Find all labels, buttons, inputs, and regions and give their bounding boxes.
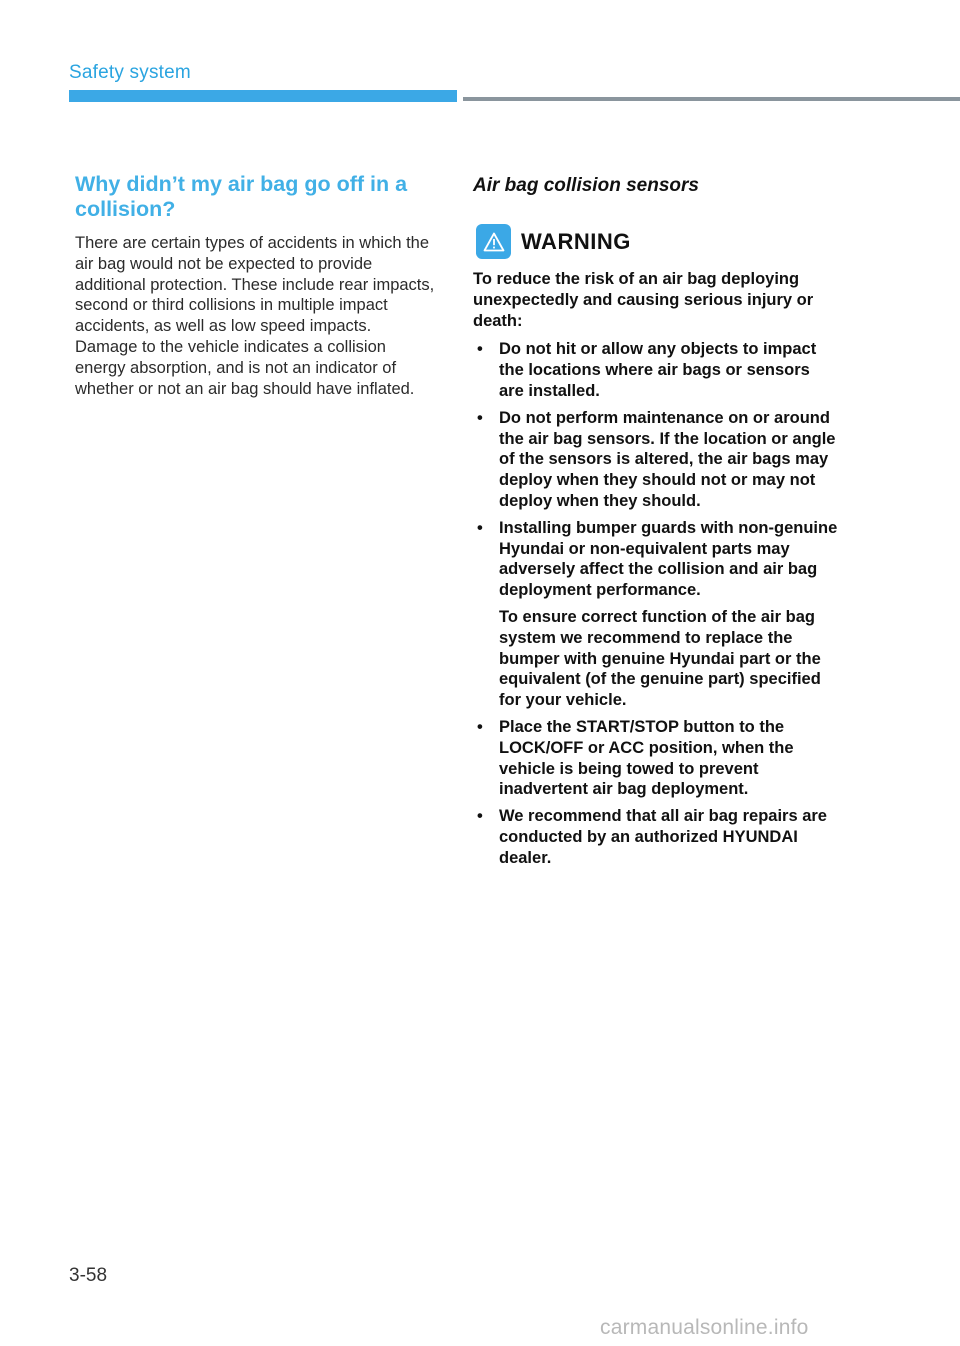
list-item-text: Do not perform maintenance on or around the air bag sensors. If the location or angle of the sensors is altered, the air bags may deploy when they should not or may not deploy when they should.: [499, 408, 836, 510]
bullet-dot: •: [477, 807, 483, 826]
header-rule-accent: [69, 90, 457, 102]
list-item-text: Place the START/STOP button to the LOCK/OFF or ACC position, when the vehicle is being towed to prevent inadvertent air bag deployment.: [499, 717, 794, 799]
right-column: [473, 174, 838, 875]
list-item-subtext: To ensure correct function of the air bag system we recommend to replace the bumper with genuine Hyundai part or the equivalent (of the genuine part) specified for your vehicle.: [499, 607, 821, 710]
warning-list: [473, 339, 838, 868]
list-item-text: Do not hit or allow any objects to impact the locations where air bags or sensors are installed.: [499, 340, 817, 400]
bullet-dot: •: [477, 340, 483, 359]
warning-intro: To reduce the risk of an air bag deploying unexpectedly and causing serious injury or death:: [473, 270, 814, 330]
right-heading: Air bag collision sensors: [473, 175, 699, 196]
bullet-dot: •: [477, 408, 483, 427]
left-column: [75, 172, 437, 399]
left-body-text: There are certain types of accidents in which the air bag would not be expected to provide additional protection. These include rear impacts, second or third collisions in multiple impact accidents, as well as low speed impacts. Damage to the vehicle indicates a collision energy absorption, and is not an indicator of whether or not an air bag should have inflated.: [75, 234, 435, 398]
warning-triangle-icon: [476, 224, 511, 259]
page-number: 3-58: [69, 1265, 108, 1286]
list-item: [473, 717, 838, 800]
warning-label: WARNING: [521, 228, 631, 254]
warning-header: [476, 224, 838, 259]
list-item: [473, 806, 838, 868]
left-heading: Why didn’t my air bag go off in a collision?: [75, 172, 408, 221]
list-item: [473, 518, 838, 711]
bullet-dot: •: [477, 717, 483, 736]
watermark-text: carmanualsonline.info: [600, 1316, 809, 1339]
list-item-text: Installing bumper guards with non-genuine Hyundai or non-equivalent parts may adversely affect the collision and air bag deployment performance.: [499, 518, 838, 600]
header-rule-gray: [463, 97, 960, 101]
section-title: Safety system: [69, 62, 191, 83]
list-item-text: We recommend that all air bag repairs are conducted by an authorized HYUNDAI dealer.: [499, 807, 827, 867]
list-item: [473, 408, 838, 512]
bullet-dot: •: [477, 518, 483, 537]
list-item: [473, 339, 838, 401]
